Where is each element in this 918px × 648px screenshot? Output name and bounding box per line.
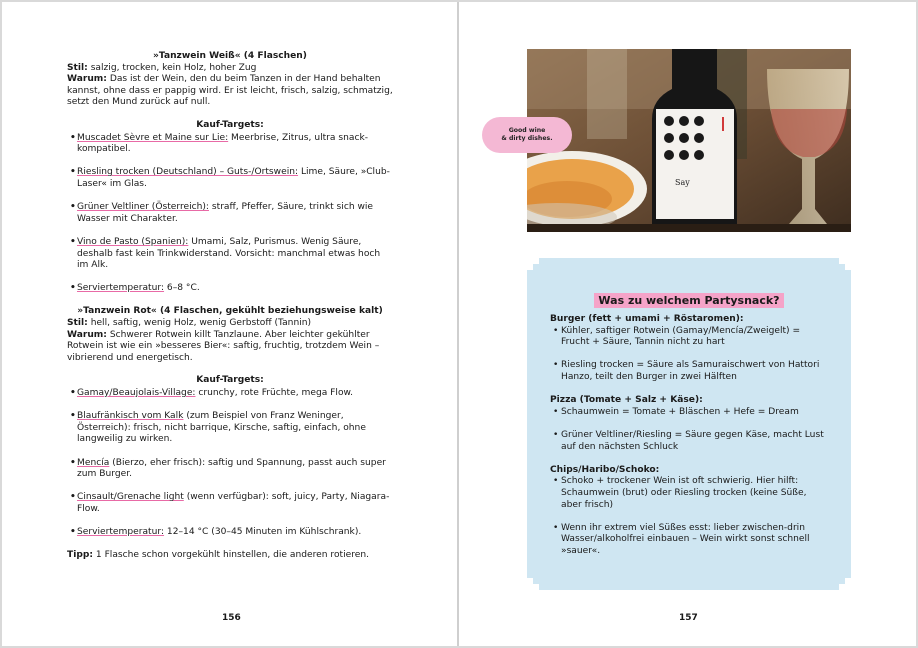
list-item: • Schoko + trockener Wein ist oft schwierig. Hier hilft: Schaumwein (brut) oder Riesling trocken (keine Süße, aber frisch) — [550, 476, 830, 511]
pixel-corner — [839, 584, 845, 590]
stil-line — [67, 318, 393, 330]
bottle-label-text: Say — [675, 178, 690, 187]
stil-text: hell, saftig, wenig Holz, wenig Gerbstoff (Tannin) — [90, 318, 312, 329]
target-name: Vino de Pasto (Spanien): — [77, 236, 189, 247]
target-text: (wenn verfügbar): soft, juicy, Party, Niagara-Flow. — [77, 492, 390, 514]
page-number: 157 — [679, 613, 698, 623]
list-item — [67, 411, 393, 446]
category-heading: Pizza (Tomate + Salz + Käse): — [550, 395, 703, 406]
category-heading: Chips/Haribo/Schoko: — [550, 464, 660, 475]
warum-label: Warum: — [67, 74, 107, 85]
target-text: crunchy, rote Früchte, mega Flow. — [195, 388, 353, 399]
pixel-corner — [533, 584, 539, 590]
warum-label: Warum: — [67, 329, 107, 340]
list-item: • Schaumwein = Tomate + Bläschen + Hefe = Dream — [550, 407, 830, 419]
target-text: straff, Pfeffer, Säure, trinkt sich wie Wasser mit Charakter. — [77, 202, 374, 224]
list-item: • Wenn ihr extrem viel Süßes esst: lieber zwischen-drin Wasser/alkoholfrei einbauen – Wein wirkt sonst schnell »sauer«. — [550, 523, 830, 558]
section-title: »Tanzwein Weiß« (4 Flaschen) — [153, 51, 307, 61]
warum-line — [67, 330, 393, 365]
target-text: Umami, Salz, Purismus. Wenig Säure, deshalb fast kein Trinkwiderstand. Vorsicht: manchmal etwas hoch im Alk. — [77, 236, 381, 271]
list-item — [67, 388, 393, 400]
list-item — [67, 167, 393, 190]
box-title: Was zu welchem Partysnack? — [594, 293, 783, 308]
target-name: Riesling trocken (Deutschland) – Guts-/Ortswein: — [77, 167, 299, 178]
section-tanzwein-weiss — [67, 51, 393, 295]
pairing-list — [550, 407, 830, 453]
stil-label: Stil: — [67, 318, 88, 329]
target-name: Cinsault/Grenache light — [77, 492, 184, 503]
target-name: Grüner Veltliner (Österreich): — [77, 202, 209, 213]
section-tanzwein-rot — [67, 306, 393, 561]
pixel-corner — [533, 270, 539, 276]
list-item — [67, 527, 393, 539]
warum-text: Schwerer Rotwein killt Tanzlaune. Aber leichter gekühlter Rotwein ist wie ein »besseres Bier«: saftig, fruchtig, trotzdem Wein – vibrierend und energetisch. — [67, 329, 380, 363]
tipp-text: 1 Flasche schon vorgekühlt hinstellen, die anderen rotieren. — [95, 550, 369, 561]
list-item — [67, 237, 393, 272]
warum-text: Das ist der Wein, den du beim Tanzen in der Hand behalten kannst, ohne dass er pappig wird. Er ist leicht, frisch, salzig, schmatzig, setzt den Mund zurück auf null. — [67, 74, 393, 108]
wine-bottle-illustration — [527, 49, 851, 232]
stil-line — [67, 63, 393, 75]
list-item — [67, 492, 393, 515]
bubble-line: & dirty dishes. — [501, 135, 553, 142]
target-name: Mencía — [77, 457, 110, 468]
target-name: Blaufränkisch vom Kalk — [77, 411, 184, 422]
speech-bubble — [482, 117, 572, 153]
pixel-corner — [845, 578, 851, 584]
target-name: Gamay/Beaujolais-Village: — [77, 388, 196, 399]
tipp-label: Tipp: — [67, 550, 93, 561]
target-name: Muscadet Sèvre et Maine sur Lie: — [77, 132, 229, 143]
page-number: 156 — [222, 613, 241, 623]
pixel-corner — [845, 584, 851, 590]
list-item: • Kühler, saftiger Rotwein (Gamay/Mencía/Zweigelt) = Frucht + Säure, Tannin nicht zu hart — [550, 326, 830, 349]
targets-list — [67, 388, 393, 539]
list-item: • Riesling trocken = Säure als Samuraischwert von Hattori Hanzo, teilt den Burger in zwei Hälften — [550, 360, 830, 383]
pixel-corner — [527, 578, 533, 584]
target-text: Meerbrise, Zitrus, ultra snack-kompatibel. — [77, 132, 368, 155]
box-title-wrap — [527, 289, 851, 308]
bubble-line: Good wine — [508, 127, 546, 134]
list-item — [67, 458, 393, 481]
wine-photo — [527, 49, 851, 232]
page-left — [2, 2, 457, 646]
page-right — [459, 2, 916, 646]
tipp-line — [67, 550, 393, 562]
snack-pairing-box — [527, 258, 851, 590]
section-title: »Tanzwein Rot« (4 Flaschen, gekühlt beziehungsweise kalt) — [77, 306, 383, 317]
target-name: Serviertemperatur: — [77, 283, 165, 294]
pairing-list — [550, 326, 830, 384]
warum-line — [67, 74, 393, 109]
target-name: Serviertemperatur: — [77, 527, 165, 538]
target-text: (zum Beispiel von Franz Weninger, Österreich): frisch, nicht barrique, Kirsche, saftig, einfach, ohne langweilig zu wirken. — [77, 411, 366, 445]
target-text: (Bierzo, eher frisch): saftig und Spannung, passt auch super zum Burger. — [77, 457, 386, 480]
list-item — [67, 133, 393, 156]
pixel-corner — [845, 264, 851, 270]
stil-label: Stil: — [67, 62, 88, 73]
targets-list — [67, 133, 393, 295]
list-item: • Grüner Veltliner/Riesling = Säure gegen Käse, macht Lust auf den nächsten Schluck — [550, 430, 830, 453]
target-text: Lime, Säure, »Club-Laser« im Glas. — [77, 167, 390, 189]
target-text: 6–8 °C. — [164, 283, 200, 294]
target-text: 12–14 °C (30–45 Minuten im Kühlschrank). — [164, 527, 362, 538]
category-heading: Burger (fett + umami + Röstaromen): — [550, 314, 744, 324]
pixel-corner — [533, 258, 539, 264]
targets-heading: Kauf-Targets: — [196, 119, 264, 130]
left-column — [67, 51, 393, 562]
list-item — [67, 283, 393, 295]
list-item — [67, 202, 393, 225]
stil-text: salzig, trocken, kein Holz, hoher Zug — [90, 62, 257, 73]
box-body — [550, 314, 830, 569]
targets-heading: Kauf-Targets: — [196, 375, 264, 386]
pairing-list — [550, 476, 830, 557]
